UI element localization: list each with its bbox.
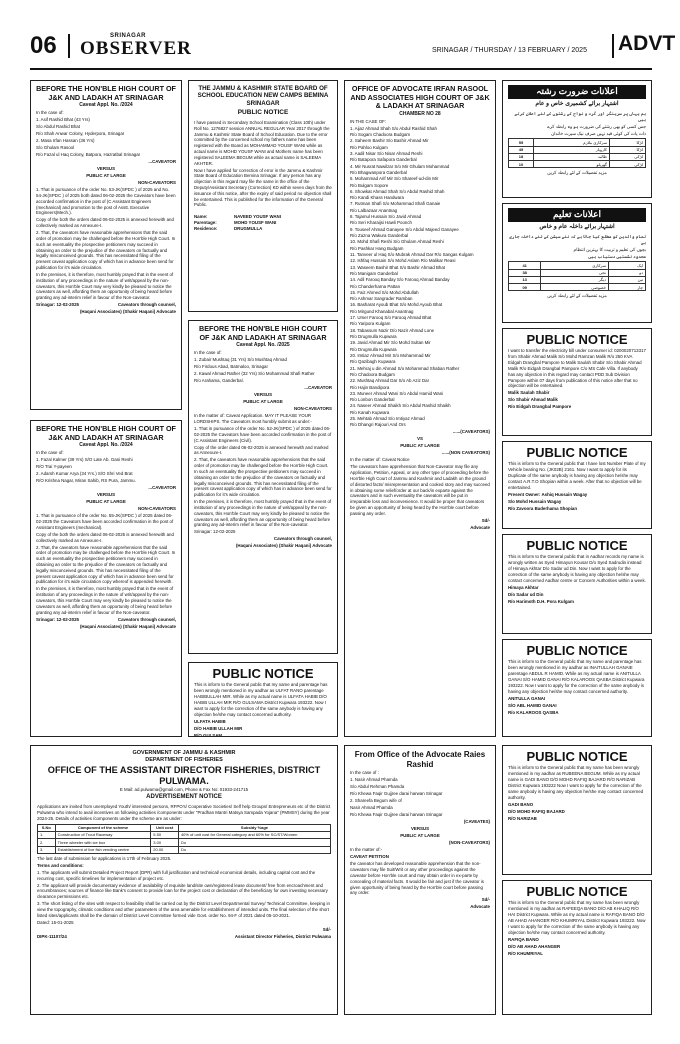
public-notice-number-plate: PUBLIC NOTICE This is inform to the General public that I have lost Number Plate of my Vehicle bearing No. (JK02B) 2161. Now I want to apply for its Duplicate of the same anybody is having any objection he/she may contact A.R.T.O Shopian within a week. After that no objection will be entertained. Present Owner: Ashiq Hussain Wagay S/o Mohd Hussain Wagay R/o Zavoora Baderhama Shopian [502,441,652,529]
party-line: 8. Tajamul Hussain S/o Javid Ahmad [350,214,422,220]
party-line: R/o Bulgam Sopore [350,182,389,188]
party-line: R/o Yaripora Kulgam [350,321,391,327]
party-line: R/o Kandi Khass Handwara [350,195,404,201]
caveat-notice-2: BEFORE THE HON'BLE HIGH COURT OF J&K AND LADAKH AT SRINAGAR Caveat Appl. No. /2024 In the case of: 1. Fazal Kalmer (39 Yrs) S/O Late Ab. Gani Reshi R/O Trai Y-payeen 2. Adarsh Kumar Arya (34 Yrs.) S/O Shri Ved Brat R/O Krishna Nagar, Miran Sahib, RS Pura, Jammu. ...CAVEATOR VERSUS PUBLIC AT LARGE NON-CAVEATORS 1. That in pursuance of the order No. 55-JK(SPDC ) of 2025 dated 06-02-2025 the Caveators have been accorded confirmation in the post of Assistant Engineers (mechanical). Copy of the both the orders dated 06-02-2025 is annexed herewith and collectively marked as Annexure-I. 2. That, the caveators have reasonable apprehensions that the said order of promotion may be challenged before the Hon'ble High Court. In such an eventuality the prospective petitioners may succeed in obtaining an order to the prejudice of the caveators on factually and legally misconceived grounds. This has necessitated filing of the present caveat application copy of which has in advance been send for publication for it's wide circulation copy whereof is appended herewith. In the premises, it is therefore, most humbly prayed that in the event of institution of any proceedings in the nature of writ/appeal by the non-caveators, this Hon'ble Court may very kindly be pleased to notice the caveators as well, affording them an opportunity of being heard before granting any ad-interim relief in favour of the Non-caveator. Srinagar: 12-02-2025 Caveators through counsel, (Haqani Associates) (Shakir Haqani) Advocate [30,420,182,737]
section-label: ADVT [618,32,676,55]
party-line: 4. Mir Nusrat Nawilzar S/o Mir Ghulam Mohammad [350,163,450,169]
public-notice-electricity: PUBLIC NOTICE I want to transfer the electricity bill under consumer id: 0200020713317 from Shabir Ahmad Malik S/o Mohd Ramzan Malik R/o 250 KVA Eidgah Drangbal Pampore to Malik Saulah Shabir S/o Shabir Ahmad Malik R/o Eidgah Drangbal Pampore C/o MS Cafe Villa. If anybody has any objection in this regard may contact PDD Sub Division Pampore within 07 days from publication of this notice after that no objection will be entertained. Malik Saulah Shabir S/o Shabir Ahmad Malik R/o Eidgah Drangbal Pampore [502,328,652,436]
public-notice-himaya: PUBLIC NOTICE This is inform to the General public that in Aadhar records my name is wrongly written as Syed Himayun Kousar D/o Syed Sadrudin instead of Himaya Akhtar D/o Sadar ud Din. Now I want to apply for the correction of the same anybody is having any objection he/she may contact concerned Aadhar centre or Concern Authorities within a week. Himaya Akhtar D/o Sadar ud Din R/o Harimoth D.H. Pora Kulgam [502,534,652,634]
fisheries-advertisement: GOVERNMENT OF JAMMU & KASHMIR DEPARTMENT OF FISHERIES OFFICE OF THE ASSISTANT DIRECTOR FISHERIES, DISTRICT PULWAMA. E Mail: ad.pulwama@gmail.com, Phone & Fax No: 01933-241715 ADVERTISEMENT NOTICE Applications are invited from unemployed Youth/ interested persons, RFPO's/ Cooperative Societies/ Self help Groups/ Entrepreneurs etc of the District Pulwama who intend to avail incentives on following activities /components under "Pradhan Mantri Matsya Sampada Yojana" (PMMSY) during the year 2024-25. Details of activities /components under the scheme are as under: S.No Component of the scheme Unit cost Subsidy %age 1. Construction of Trout Raceway 5.50 40% of unit cost for General category and 60% for SC/ST/Women 2. Three wheeler with ice box 3.00 Do 3. Establishment of live fish vending centre 20.00 Do The last date of submission for applications is 17th of February 2025. Terms and conditions: 1. The applicants will submit Detailed Project Report (DPR) with full justification and technical/ economical details, including capital cost and the recurring cost, specific timelines for implementation of project etc. 2. The applicant will provide documentary evidence of availability of requisite land/site own/registered lease document/ free from encroachment and encumbrances; sources of finance like Bank's consent to provide loan for the project cost or declaration of the beneficiary for own investing necessary clearance permissions etc. 3. The short listing of the sites with respect to feasibility shall be carried out by the District Level Departmental Survey/ Technical Committee, keeping in view the topography, climatic conditions and other parameters of the area amenable for establishment of intended units. The final selection of the short listed sites/applicants shall be the domain of District Level Committee formed vide Govt. order No. 94-F of 2021 dated 05-10-2021. Dated: 15-01-2025 Sd/- DIPK-11107/24 Assistant Director Fisheries, District Pulwama [30,745,338,1015]
party-line: R/o Manigam Ganderbal [350,270,398,276]
party-line: 1. Aijaz Ahmad Shah S/o Abdul Rashid Shah [350,125,437,131]
party-line: 5. Mohammad Arif Mir S/o Shareef-ud-din Mir [350,176,439,182]
caveat-notice-1: BEFORE THE HON'BLE HIGH COURT OF J&K AND LADAKH AT SRINAGAR Caveat Appl. No. /2024 In the case of: 1. Asif Rashid Bhat (43 Yrs) S/o Abdul Rashid Bhat R/o Shah Anwar Colony, Hyderpora, Srinagar 2. Masa Irfan Hassan (36 Yrs) S/o Ghulam Rasool R/o Fazal ul Haq Colony, Batpora, Hazratbal Srinagar ...CAVEATOR VERSUS PUBLIC AT LARGE NON-CAVEATORS 1. That in pursuance of the order No. 53-JK(SPDC ) of 2025 and No. 54-JK(SPDC ) of 2025 both dated 06-02-2025 the Caveators have been accorded confirmation in the post of (C Assistant Engineers (mechanical) and promotion to the post of Asstt. Executive Engineers(Mech.). Copy of the both the orders dated 06-02-2025 is annexed herewith and collectively marked as Annexure-I. 2. That, the caveators have reasonable apprehensions that the said order of promotion may be challenged before the Hon'ble High Court. In such an eventuality the prospective petitioners may succeed in obtaining an order to the prejudice of the caveators on factually and legally misconceived grounds. This has necessitated filing of the present caveat application copy of which has in advance been send for publication for it's wide circulation. In the premises, it is therefore, most humbly prayed that in the event of institution of any proceedings in the nature of writ/appeal by the non-caveators, this Hon'ble Court may very kindly be pleased to notice the caveators as well, affording them an opportunity of being heard before granting any ad-interim relief in favour of the Non-caveator. Srinagar: 12-02-2025 Caveators through counsel, (Haqani Associates) (Shakir Haqani) Advocate [30,80,182,410]
party-line: 6. Showkat Ahmad Shah S/o Abdul Rashid Shah [350,188,445,194]
party-line: R/o Batapora Safapora Ganderbal [350,157,417,163]
party-line: 22. Mushtaq Ahmad Dar S/o Ab Aziz Dar [350,378,430,384]
party-line: 25. Mehtab Ahmad S/o Imtiyaz Ahmad [350,416,425,422]
advocate-irfan-rasool-notice: OFFICE OF ADVOCATE IRFAN RASOOL AND ASSOCIATES HIGH COURT OF J&K & LADAKH AT SRINAGAR CHAMBER NO 28 IN THE CASE OF: 1. Aijaz Ahmad Shah S/o Abdul Rashid Shah R/o Sogam Chadoora Budgam 2. Saheem Bashir S/o Bashir Ahmad Mir R/o Pahloo Kulgam 3. Aadil Nisar S/o Nisar Ahmad Reshi R/o Batapora Safapora Ganderbal 4. Mir Nusrat Nawilzar S/o Mir Ghulam Mohammad R/o Bhagwanpora Ganderbal 5. Mohammad Arif Mir S/o Shareef-ud-din Mir R/o Bulgam Sopore 6. Showkat Ahmad Shah S/o Abdul Rashid Shah R/o Kandi Khass Handwara 7. Rutman Shafi S/o Mohammad Shafi Ganaie R/o Lalbazaar Anantnag 8. Tajamul Hussain S/o Javid Ahmad R/o Seri Kharaijsi Hawli Poonch 9. Touseef Ahmad Ganayee S/o Abdul Majeed Ganayee R/o Zazna Wakura Ganderbal 10. Mohd Shafi Reshi S/o Ghulam Ahmad Reshi R/o Pashkar Hang Budgam 11. Tanveer ul Haq S/o Mubrak Ahmad Dar R/o Sangas Kulgam 12. Ishfaq Hussain S/o Mohd Aslam R/o Malikar Reasi 13. Waseem Bashir Bhat S/o Bashir Ahmad Bhat R/o Manigam Ganderbal 14. Adil Farooq Banday S/o Farooq Ahmad Banday R/o Chanderharna Pattan 15. Faiz Ahmed S/o Mohd Abdullah R/o Ashmar Sangrader Ramban 16. Basharat Ayoub Bhat S/o Mohd Ayoub Bhat R/o Mirgund Khanabal Anantnag 17. Umer Farooq S/o Farooq Ahmad Bhat R/o Yaripora Kulgam 18. Tabassum Nazir D/o Nazir Ahmad Lone R/o Drugmulla Kupwara 19. Javid Ahmad Mir S/o Mohd Sultan Mir R/o Drugmulla Kupwara 20. Imtiaz Ahmad Mir S/o Mohammad Mir R/o Qazibagh Kupwara 21. Mehraj u din Ahmad S/o Mohammad Shaban Rather R/o Chadoora Budgam 22. Mushtaq Ahmad Dar S/o Ab Aziz Dar R/o Hajin Bandipora 23. Muneer Ahmad Wani S/o Abdul Hamid Wani R/o Lonbon Ganderbal 24. Naseer Ahmad Shaikh S/o Abdul Rashid Shaikh R/o Kanah Kupwara 25. Mehtab Ahmad S/o Imtiyaz Ahmad R/o Dhangri Rajouri And Ors ......(CAVEATORS) VS PUBLIC AT LARGE ......(NON CAVEATORS) In the matter of: Caveat Notice The caveators have apprehension that Non-Caveator may file any Application, Petition, Appeal, or any other type of proceeding before the Hon'ble High Court of Jammu and Kashmir and Ladakh on the ground of distorted facts/ misrepresentation and cooked story and may succeed in obtaining some relief/order at our back/in exparte against the caveators and in such eventuality the caveators will be put in irreparable loss and inconvenience. It would be proper that caveators be given an opportunity of being heard by the Hon'ble court before passing any order. Sd/- Advocate [344,80,496,737]
party-line: 19. Javid Ahmad Mir S/o Mohd Sultan Mir [350,340,431,346]
party-line: 23. Muneer Ahmad Wani S/o Abdul Hamid Wani [350,390,444,396]
party-line: 13. Waseem Bashir Bhat S/o Bashir Ahmad Bhat [350,264,446,270]
party-line: 15. Faiz Ahmed S/o Mohd Abdullah [350,289,419,295]
party-line: R/o Chadoora Budgam [350,371,395,377]
party-line: 21. Mehraj u din Ahmad S/o Mohammad Shaban Rather [350,365,460,371]
party-line: 24. Naseer Ahmad Shaikh S/o Abdul Rashid Shaikh [350,403,451,409]
party-line: R/o Pashkar Hang Budgam [350,245,404,251]
caveat-notice-3: BEFORE THE HON'BLE HIGH COURT OF J&K AND LADAKH AT SRINAGAR Caveat Appl. No. /2025 In the case of: 1. Zubair Mushtaq (31 Yrs) S/o Mushtaq Ahmad R/o Firdous Abad, Batmaloo, Srinagar 2. Kawal Ahmad Rather (32 Yrs) S/o Mohammad Shafi Rather R/o Arahama, Ganderbal. ...CAVEATOR VERSUS PUBLIC AT LARGE NON-CAVEATORS In the matter of: Caveat Application. MAY IT PLEASE YOUR LORDSHIPS. The Caveators most humbly submit as under:- 1. That in pursuance of the order No. 52-JK(SPDC ) of 2025 dated 06-02-2025 the Caveators have been accorded confirmation in the post of (C Assistant Engineers (Civil). Copy of the order dated 06-02-2025 is annexed herewith and marked as Annexure-I. 2. That, the caveators have reasonable apprehensions that the said order of promotion may be challenged before the Hon'ble High Court. In such an eventuality the prospective petitioners may succeed in obtaining an order to the prejudice of the caveators on factually and legally misconceived grounds. This has necessitated filing of the present caveat application copy of which has in advance been send for publication for it's wide circulation. In the premises, it is therefore, most humbly prayed that in the event of institution of any proceedings in the nature of writ/appeal by the non-caveators, this Hon'ble Court may very kindly be pleased to notice the caveators as well, affording them an opportunity of being heard before granting any ad-interim relief in favour of the Non-caveator. Srinagar: 12-02-2025 Caveators through counsel, (Haqani Associates) (Shakir Haqani) Advocate [188,320,338,654]
page-number: 06 [30,32,57,59]
party-line: R/o Sogam Chadoora Budgam [350,132,411,138]
party-line: 2. Saheem Bashir S/o Bashir Ahmad Mir [350,138,429,144]
fisheries-table: S.No Component of the scheme Unit cost Subsidy %age 1. Construction of Trout Raceway 5.50 40% of unit cost for General category and 60% for SC/ST/Women 2. Three wheeler with ice box 3.00 Do 3. Establishment of live fish vending centre 20.00 Do [37,824,331,854]
public-notice-gadi-bano: PUBLIC NOTICE This is inform to the General public that my name has been wrongly mentioned in my aadhar as RUBEENA BEGUM. While as my actual name is GADI BANO D/O MOHD RAFIQ BAJARD R/O NARIZAB District Kupwara 193222 Now I want to apply for the correction of the same anybody is having any objection he/she may contact concerned authority. GADI BANO D/O MOHD RAFIQ BAJARD R/O NARIZAB [502,745,652,875]
urdu-heading: اعلانات ضرورت رشتہ [508,85,646,99]
party-line: R/o Hajin Bandipora [350,384,390,390]
party-line: R/o Lalbazaar Anantnag [350,207,398,213]
party-line: 12. Ishfaq Hussain S/o Mohd Aslam R/o Malikar Reasi [350,258,456,264]
party-line: 3. Aadil Nisar S/o Nisar Ahmad Reshi [350,150,423,156]
party-line: R/o Kanah Kupwara [350,409,390,415]
public-notice-ulfata: PUBLIC NOTICE This is inform to the General public that my name and parentage has been wrongly mentioned in my aadhar as ULFAT RANO parentage HABIBULLAH MIR. While as my actual name is ULFATA HABIB D/O HABIB ULLAH MIR R/O GULSAMA District Kupwara 193222. Now I want to apply for the correction of the same anybody is having any objection he/she may contact concerned authority. ULFATA HABIB D/O HABIB ULLAH MIR R/O GULSAM [188,662,338,737]
party-line: R/o Qazibagh Kupwara [350,359,396,365]
party-line: R/o Chanderharna Pattan [350,283,401,289]
brand-top: SRINAGAR [110,33,147,39]
party-line: R/o Mirgund Khanabal Anantnag [350,308,414,314]
party-line: 16. Basharat Ayoub Bhat S/o Mohd Ayoub Bhat [350,302,443,308]
dateline: SRINAGAR / THURSDAY / 13 FEBRUARY / 2025 [432,47,587,54]
party-list [350,126,490,429]
party-line: R/o Drugmulla Kupwara [350,334,397,340]
brand-logo: OBSERVER [80,38,192,59]
party-line: R/o Lonbon Ganderbal [350,397,395,403]
jkbose-notice: THE JAMMU & KASHMIR STATE BOARD OF SCHOOL EDUCATION NEW CAMPS BEMINA SRINAGAR PUBLIC NOTICE I have passed in Secondary School Examination (Class 10th) under Roll No. 1276827 session ANNUAL REGULAR Year 2017 through the Jammu & Kashmir State Board of School Education. Due to the error committed by the concerned school my fathers name has been registered with the Board as MOHAMMAD YOUSF WANI while as actual name is MOHD YOUSF WANI and Mothers name has been registered SALEEMA BEGUM while as actual name is SALEEMA AKHTER. Now I have applied for correction of error in the Jammu & Kashmir State Board of Education Bemina Srinagar. If any person has any objection in this regard may file the same in the office of the Deputy/Assistant Secretary (Correction) KD within seven days from the issuance of this notice, after the expiry of said period no objection shall be entertained. This is published for the information of the General Public. Name: NAVEED YOUSF WANI Parentage: MOHD YOUSF WANI Residence: DRUGMULLA [188,80,338,312]
party-line: R/o Bhagwanpora Ganderbal [350,169,407,175]
party-line: 17. Umer Farooq S/o Farooq Ahmad Bhat [350,315,432,321]
party-line: R/o Dhangri Rajouri And Ors [350,422,406,428]
party-line: 18. Tabassum Nazir D/o Nazir Ahmad Lone [350,327,435,333]
party-line: 7. Rutman Shafi S/o Mohammad Shafi Ganaie [350,201,441,207]
party-line: 20. Imtiaz Ahmad Mir S/o Mohammad Mir [350,352,431,358]
party-line: 10. Mohd Shafi Reshi S/o Ghulam Ahmad Reshi [350,239,444,245]
party-line: 9. Touseef Ahmad Ganayee S/o Abdul Majeed Ganayee [350,226,459,232]
masthead [30,32,676,70]
party-line: R/o Pahloo Kulgam [350,144,388,150]
party-line: R/o Seri Kharaijsi Hawli Poonch [350,220,412,226]
party-line: 11. Tanveer ul Haq S/o Mubrak Ahmad Dar R/o Sangas Kulgam [350,251,474,257]
urdu-matrimonial-ad: اعلانات ضرورت رشتہ اشتہار برائے کشمیری خاص و عام ہم یہاں پر سرینگر اور گرد و نواح کے رشتوں کے لئے اعلان کرتے ہیں جس کسی کو بھی رشتے کی ضرورت ہو وہ رابطہ کرے ذات پات کی کوئی قید نہیں صرف نیک سیرت خاندان لڑکا سرکاری ملازم 55 لڑکا کاروبار 49 لڑکی طالبہ 18 لڑکی گھریلو 10 مزید تفصیلات کے لئے رابطہ کریں [502,80,652,198]
public-notice-rafiqa-bano: PUBLIC NOTICE This is inform to the General public that my name has been wrongly mentioned in my aadhar as RAFEEQA BANO D/O AB KHALIQ R/O HAI District Kupwara. While as my actual name is RAFIQA BANO D/O AB AHAD AHANGER R/O KHUMRIYAL District Kupwara 193222. Now I want to apply for the correction of the same anybody is having any objection he/she may contact concerned authority. RAFIQA BANO D/O AB AHAD AHANGER R/O KHUMRIYAL [502,880,652,1015]
party-line: R/o Ashmar Sangrader Ramban [350,296,413,302]
urdu-heading: اعلانات تعلیم [508,208,646,222]
urdu-table-2: ایک سرکاری 41 دو نجی 38 تین دیگر 13 چار خصوصی 09 [508,261,646,291]
urdu-education-ad: اعلانات تعلیم اشتہار برائے داخلہ عام و خاص تمام والدین کو مطلع کیا جاتا ہے کہ نئے سیشن کے لئے داخلہ جاری ہے بچوں کی تعلیم و تربیت کا بہترین انتظام محدود نشستیں دستیاب ہیں ایک سرکاری 41 دو نجی 38 تین دیگر 13 چار خصوصی 09 مزید تفصیلات کے لئے رابطہ کریں [502,203,652,323]
public-notice-anitulla: PUBLIC NOTICE This is inform to the General public that my name and parentage has been wrongly mentioned in my aadhar as INAITULLAH GANAIE parentage ABDUL R HAMID. While as my actual name is ANITULLA GANAI S/O HAMID GANAI R/O KALAROOS QASBA District Kupwara 193222. Now I want to apply for the correction of the same anybody is having any objection he/she may contact concerned authority. ANITULLA GANAI S/O ABL HAMID GANAI R/o KALAROOS QASBA [502,639,652,737]
advocate-raies-rashid-notice: From Office of the Advocate Raies Rashid In the case of : 1. Nasir Ahmad Phamda S/o Abdul Rehman Phamda R/o Khewa Faqir Gujjree darai harwan Srinagar 2. Shareefa Begum wife of Nasir Ahmad Phamda R/o Khewa Faqir Gujjree darai harwan Srinagar (CAVEATES) VERSUS PUBLIC AT LARGE (NON-CAVEATORS) In the matter of:- CAVEAT PETITION the caveator has developed reasonable apprehension that the non-caveators may file Suit/Writ or any other proceedings against the caveator before Hon'ble court and may obtain order in ex-parte by concealing of material facts. It would be fair and just if the caveator is given opportunity of being heard by the Hon'ble court before passing any order. Sd/- Advocate [344,745,496,1015]
party-line: R/o Zazna Wakura Ganderbal [350,233,409,239]
party-line: 14. Adil Farooq Banday S/o Farooq Ahmad Banday [350,277,450,283]
party-line: R/o Drugmulla Kupwara [350,346,397,352]
urdu-table-1: لڑکا سرکاری ملازم 55 لڑکا کاروبار 49 لڑکی طالبہ 18 لڑکی گھریلو 10 [508,138,646,168]
